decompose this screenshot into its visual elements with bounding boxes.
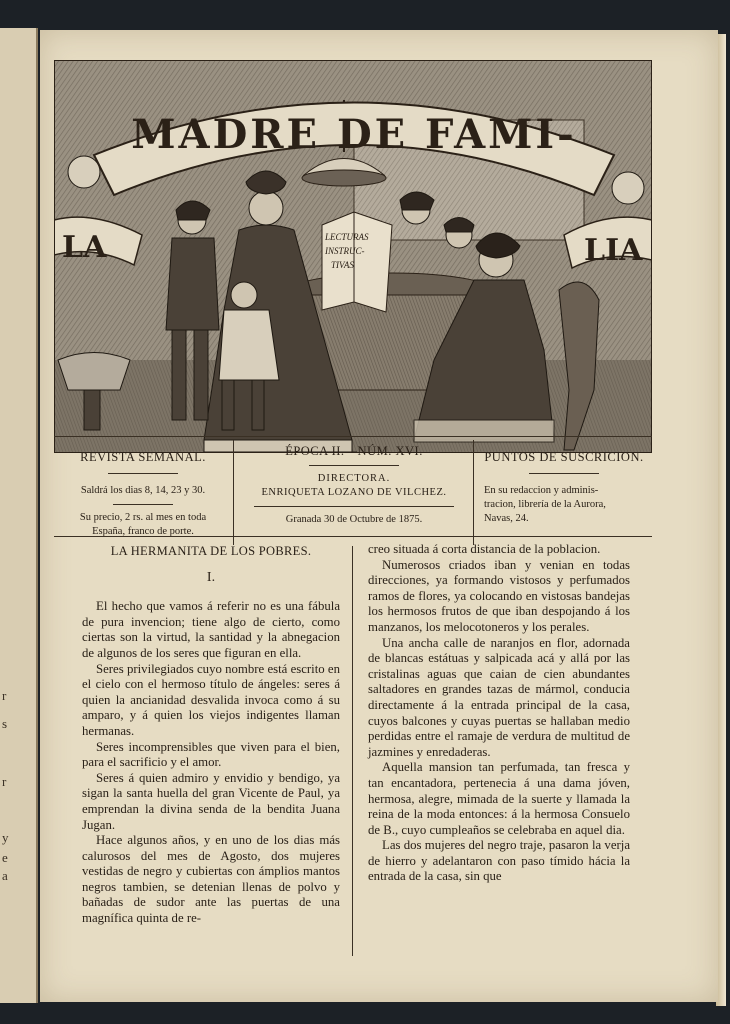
article-paragraph: Seres á quien admiro y envidio y bendigo, ya sigan la santa huella del gran Vicente de Paul, ya emprendan la divina senda de la bendita Juana Jugan. xyxy=(82,770,340,832)
article-paragraph: El hecho que vamos á referir no es una fábula de pura invencion; tiene algo de cierto, como ciertas son la virtud, la santidad y la abnegacion de algunos de los seres que figuran en ella. xyxy=(82,599,340,660)
left-page-fragment: r xyxy=(2,688,7,703)
info-center-rule xyxy=(309,465,399,466)
info-center-rule xyxy=(254,506,454,507)
article-paragraph: Seres incomprensibles que viven para el bien, para el sacrificio y el amor. xyxy=(82,739,340,770)
info-left-line3: España, franco de porte. xyxy=(92,526,194,537)
info-top-rule xyxy=(54,436,652,437)
issue-date: Granada 30 de Octubre de 1875. xyxy=(285,514,423,525)
left-page-fragment: r xyxy=(2,774,7,789)
article-paragraph: creo situada á corta distancia de la poblacion. xyxy=(368,542,601,556)
info-center-heading: ÉPOCA II.—NÚM. XVI. xyxy=(285,444,423,458)
article-right-column xyxy=(368,542,630,885)
info-left-rule xyxy=(108,473,178,474)
left-page-fragment: s xyxy=(2,716,8,731)
info-right-line3: Navas, 24. xyxy=(484,513,529,524)
engraving-svg xyxy=(54,60,652,453)
book-line-3: TIVAS xyxy=(331,260,354,270)
info-left-line2: Su precio, 2 rs. al mes en toda xyxy=(79,512,207,523)
info-points-box xyxy=(476,442,652,526)
article-paragraph: Las dos mujeres del negro traje, pasaron la verja de hierro y adelantaron con paso tímido hácia la entrada de la casa, sin que xyxy=(368,838,630,884)
article-title: LA HERMANITA DE LOS POBRES. xyxy=(110,544,312,558)
masthead-right-banner: LIA xyxy=(584,233,643,268)
left-page-edge xyxy=(0,28,38,1003)
info-left-line1: Saldrá los dias 8, 14, 23 y 30. xyxy=(80,485,206,496)
info-right-heading: PUNTOS DE SUSCRICION. xyxy=(484,450,644,464)
masthead-title: MADRE DE FAMI- xyxy=(131,111,577,158)
article-paragraph: Seres privilegiados cuyo nombre está escrito en el cielo con el hermoso título de ángeles: seres á quien la ancianidad desvalida invoca como á su amparo, y á quien los viejos indigentes llaman hermanas. xyxy=(82,661,340,738)
article-paragraph: Hace algunos años, y en uno de los dias más calurosos del mes de Agosto, dos mujeres vestidas de negro y cubiertas con ámplios mantos negros tambien, se detenian llenas de polvo y bañadas de sudor ante las puertas de una magnífica quinta de re- xyxy=(82,833,340,926)
info-issue-box xyxy=(236,442,472,527)
info-right-rule xyxy=(529,473,599,474)
director-label: DIRECTORA. xyxy=(317,473,391,484)
left-page-fragment: e xyxy=(2,850,8,865)
info-subscription-box xyxy=(54,442,232,539)
article-section-number: I. xyxy=(206,569,216,585)
article-paragraph: Una ancha calle de naranjos en flor, adornada de blancas estátuas y salpicada acá y allá por las cristalinas aguas que caian de cien abundantes saltadores en grandes tazas de mármol, conducia directamente á la entrada principal de la casa, cuyos balcones y cuyas puertas se hallaban medio perdidas entre el ramaje de verdura de multitud de jazmines y enredaderas. xyxy=(368,635,630,759)
masthead-left-banner: LA xyxy=(62,230,107,265)
info-right-line1: En su redaccion y adminis- xyxy=(484,485,599,496)
article-left-column xyxy=(82,544,340,927)
info-separator xyxy=(233,440,234,545)
book-line-1: LECTURAS xyxy=(325,232,369,242)
article-paragraph: Aquella mansion tan perfumada, tan fresca y tan encantadora, pertenecia á una dama jóven, hermosa, alegre, mimada de la suerte y llamada la reina de la moda entonces: á la hermosa Consuelo de B., cuyo cumpleaños se celebraba en aquel dia. xyxy=(368,760,630,837)
masthead-illustration xyxy=(54,60,652,453)
info-separator xyxy=(473,440,474,545)
info-right-line2: tracion, librería de la Aurora, xyxy=(484,499,606,510)
book-line-2: INSTRUC- xyxy=(325,246,365,256)
article-paragraph: Numerosos criados iban y venian en todas direcciones, ya formando vistosos y perfumados ramos de flores, ya colocando en vistosas bandejas los hermosos frutos de que iban despojando á los manzanos, los melocotoneros y los perales. xyxy=(368,557,630,634)
info-left-heading: REVISTA SEMANAL. xyxy=(80,450,206,464)
info-bottom-rule xyxy=(54,536,652,537)
left-page-fragment: y xyxy=(2,830,9,845)
left-page-fragment: a xyxy=(2,868,8,883)
newspaper-page xyxy=(40,30,718,1002)
director-name: ENRIQUETA LOZANO DE VILCHEZ. xyxy=(261,487,447,498)
column-separator xyxy=(352,546,353,956)
book-illustration xyxy=(322,212,392,312)
info-left-rule xyxy=(113,504,173,505)
